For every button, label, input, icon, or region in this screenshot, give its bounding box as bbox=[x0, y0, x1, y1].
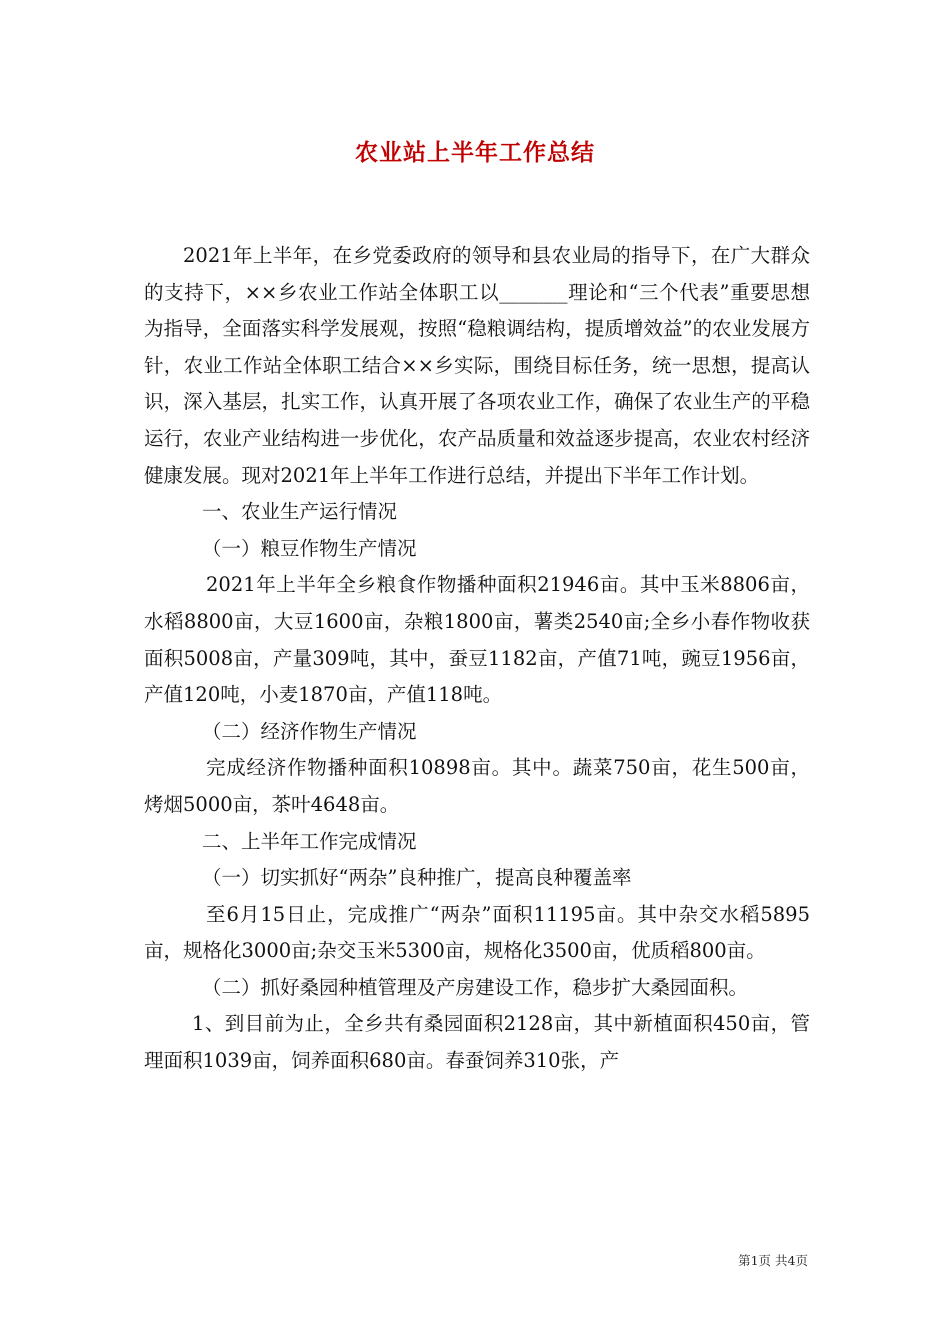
document-body bbox=[144, 238, 810, 1080]
body-paragraph: 1、到目前为止，全乡共有桑园面积2128亩，其中新植面积450亩，管理面积1039亩，饲养面积680亩。春蚕饲养310张，产 bbox=[144, 1012, 810, 1073]
subsection-heading: （二）抓好桑园种植管理及产房建设工作，稳步扩大桑园面积。 bbox=[202, 975, 749, 999]
body-paragraph: 2021年上半年全乡粮食作物播种面积21946亩。其中玉米8806亩，水稻8800亩，大豆1600亩，杂粮1800亩，薯类2540亩;全乡小春作物收获面积5008亩，产量309吨，其中，蚕豆1182亩，产值71吨，豌豆1956亩，产值120吨，小麦1870亩，产值118吨。 bbox=[144, 573, 810, 707]
body-paragraph: 至6月15日止，完成推广“两杂”面积11195亩。其中杂交水稻5895亩，规格化3000亩;杂交玉米5300亩，规格化3500亩，优质稻800亩。 bbox=[144, 902, 810, 963]
subsection-heading: （一）切实抓好“两杂”良种推广，提高良种覆盖率 bbox=[202, 866, 632, 890]
intro-paragraph: 2021年上半年，在乡党委政府的领导和县农业局的指导下，在广大群众的支持下，××乡农业工作站全体职工以_______理论和“三个代表”重要思想为指导，全面落实科学发展观，按照“稳粮调结构，提质增效益”的农业发展方针，农业工作站全体职工结合××乡实际，围绕目标任务，统一思想，提高认识，深入基层，扎实工作，认真开展了各项农业工作，确保了农业生产的平稳运行，农业产业结构进一步优化，农产品质量和效益逐步提高，农业农村经济健康发展。现对2021年上半年工作进行总结，并提出下半年工作计划。 bbox=[144, 244, 810, 487]
section-heading: 二、上半年工作完成情况 bbox=[202, 829, 417, 853]
page-number-footer: 第1页 共4页 bbox=[738, 1253, 808, 1268]
page-title: 农业站上半年工作总结 bbox=[355, 139, 595, 166]
subsection-heading: （二）经济作物生产情况 bbox=[202, 719, 417, 743]
subsection-heading: （一）粮豆作物生产情况 bbox=[202, 536, 417, 560]
body-paragraph: 完成经济作物播种面积10898亩。其中。蔬菜750亩，花生500亩，烤烟5000亩，茶叶4648亩。 bbox=[144, 756, 810, 816]
section-heading: 一、农业生产运行情况 bbox=[202, 500, 398, 524]
